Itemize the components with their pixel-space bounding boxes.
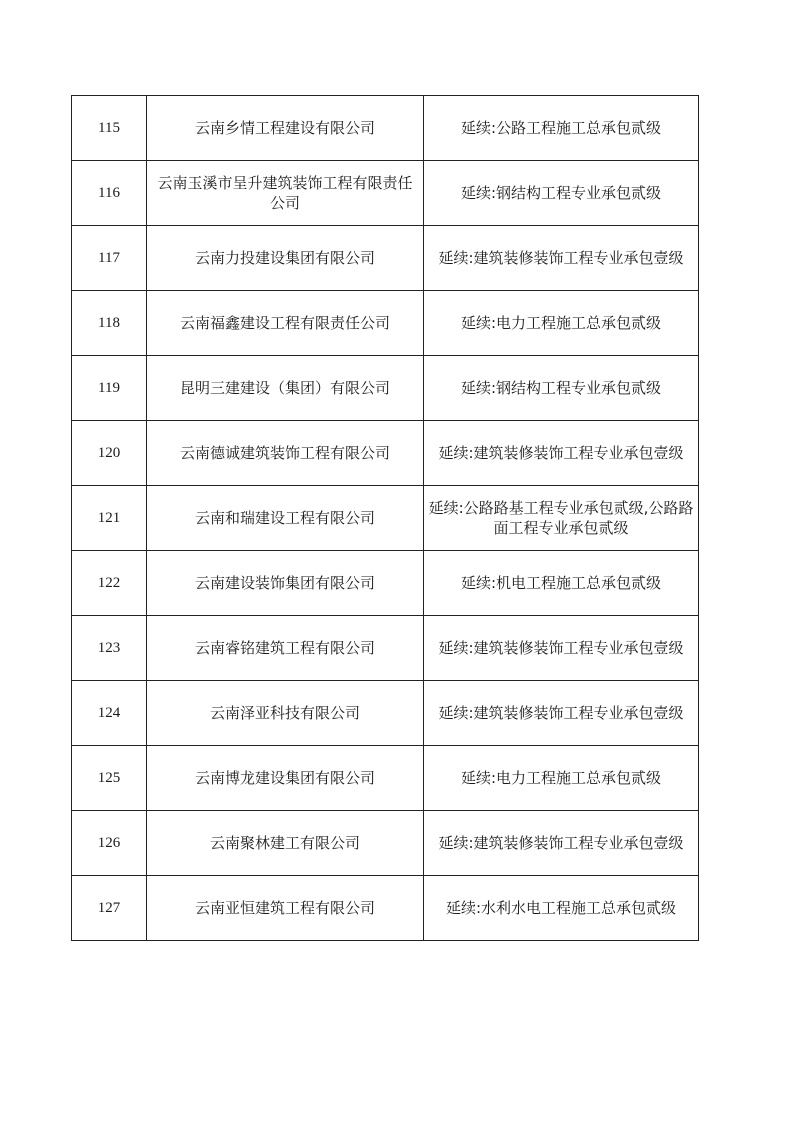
table-row [72,811,699,876]
row-number: 119 [72,356,147,421]
table-row [72,421,699,486]
company-name: 云南建设装饰集团有限公司 [147,551,424,616]
company-name: 云南亚恒建筑工程有限公司 [147,876,424,941]
qualification-table [71,95,699,941]
qualification: 延续:电力工程施工总承包贰级 [424,291,699,356]
table-row [72,551,699,616]
table-row [72,96,699,161]
table-row [72,161,699,226]
table-row [72,681,699,746]
row-number: 126 [72,811,147,876]
company-name: 云南泽亚科技有限公司 [147,681,424,746]
qualification: 延续:建筑装修装饰工程专业承包壹级 [424,811,699,876]
row-number: 120 [72,421,147,486]
qualification: 延续:建筑装修装饰工程专业承包壹级 [424,681,699,746]
table-row [72,616,699,681]
qualification: 延续:机电工程施工总承包贰级 [424,551,699,616]
qualification: 延续:水利水电工程施工总承包贰级 [424,876,699,941]
row-number: 116 [72,161,147,226]
qualification: 延续:钢结构工程专业承包贰级 [424,161,699,226]
company-name: 云南聚林建工有限公司 [147,811,424,876]
qualification: 延续:公路工程施工总承包贰级 [424,96,699,161]
table-row [72,876,699,941]
row-number: 121 [72,486,147,551]
qualification: 延续:建筑装修装饰工程专业承包壹级 [424,616,699,681]
row-number: 123 [72,616,147,681]
company-name: 云南博龙建设集团有限公司 [147,746,424,811]
company-name: 云南乡情工程建设有限公司 [147,96,424,161]
qualification: 延续:建筑装修装饰工程专业承包壹级 [424,226,699,291]
row-number: 124 [72,681,147,746]
row-number: 115 [72,96,147,161]
table-row [72,356,699,421]
qualification: 延续:钢结构工程专业承包贰级 [424,356,699,421]
row-number: 127 [72,876,147,941]
table-row [72,291,699,356]
company-name: 云南睿铭建筑工程有限公司 [147,616,424,681]
table-body [72,96,699,941]
table-row [72,486,699,551]
row-number: 118 [72,291,147,356]
qualification: 延续:建筑装修装饰工程专业承包壹级 [424,421,699,486]
company-name: 云南和瑞建设工程有限公司 [147,486,424,551]
company-name: 云南福鑫建设工程有限责任公司 [147,291,424,356]
company-name: 昆明三建建设（集团）有限公司 [147,356,424,421]
row-number: 117 [72,226,147,291]
company-name: 云南德诚建筑装饰工程有限公司 [147,421,424,486]
qualification: 延续:电力工程施工总承包贰级 [424,746,699,811]
table-row [72,226,699,291]
company-name: 云南力投建设集团有限公司 [147,226,424,291]
row-number: 122 [72,551,147,616]
row-number: 125 [72,746,147,811]
qualification: 延续:公路路基工程专业承包贰级,公路路面工程专业承包贰级 [424,486,699,551]
table-row [72,746,699,811]
company-name: 云南玉溪市呈升建筑装饰工程有限责任公司 [147,161,424,226]
